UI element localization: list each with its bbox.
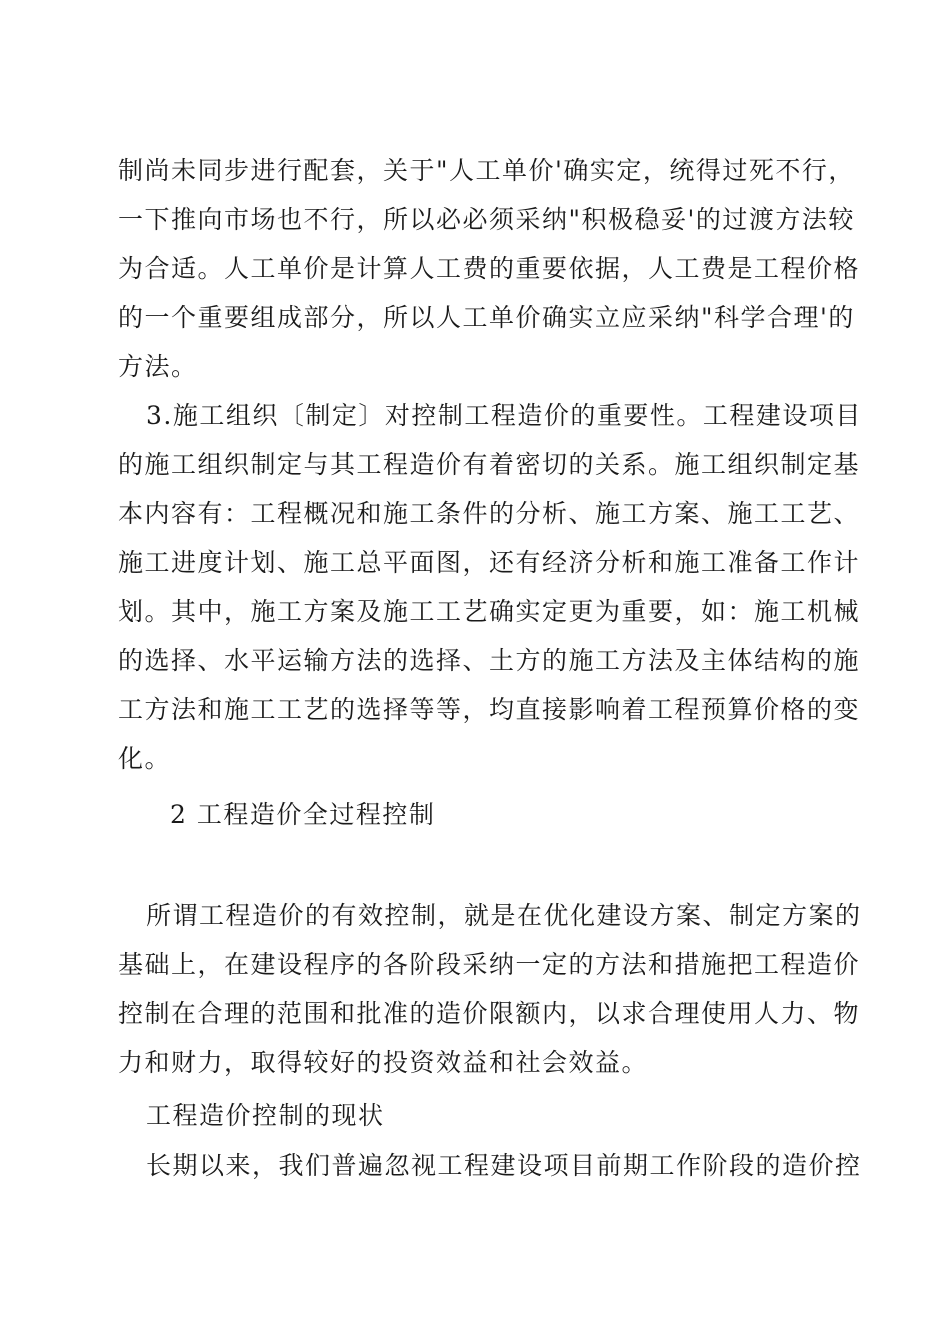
text-line: 化。: [118, 744, 172, 773]
text-line: 制尚未同步进行配套，关于"人工单价'确实定，统得过死不行，: [118, 156, 855, 185]
text-line: 一下推向市场也不行，所以必必须采纳"积极稳妥'的过渡方法较: [118, 205, 855, 234]
text-line: 的施工组织制定与其工程造价有着密切的关系。施工组织制定基: [118, 450, 861, 479]
text-line: 的一个重要组成部分，所以人工单价确实立应采纳"科学合理'的: [118, 303, 855, 332]
text-line: 方法。: [118, 352, 198, 381]
text-line: 本内容有：工程概况和施工条件的分析、施工方案、施工工艺、: [118, 499, 861, 528]
text-line: 所谓工程造价的有效控制，就是在优化建设方案、制定方案的: [146, 901, 862, 930]
section-heading: 2 工程造价全过程控制: [170, 800, 436, 829]
text-line: 力和财力，取得较好的投资效益和社会效益。: [118, 1048, 649, 1077]
text-line: 基础上，在建设程序的各阶段采纳一定的方法和措施把工程造价: [118, 950, 861, 979]
subsection-heading: 工程造价控制的现状: [146, 1101, 385, 1130]
text-line: 为合适。人工单价是计算人工费的重要依据，人工费是工程价格: [118, 254, 861, 283]
text-line: 的选择、水平运输方法的选择、土方的施工方法及主体结构的施: [118, 646, 861, 675]
text-line: 划。其中，施工方案及施工工艺确实定更为重要，如：施工机械: [118, 597, 861, 626]
text-line: 控制在合理的范围和批准的造价限额内，以求合理使用人力、物: [118, 999, 861, 1028]
text-line: 长期以来，我们普遍忽视工程建设项目前期工作阶段的造价控: [146, 1151, 862, 1180]
text-line: 3.施工组织〔制定〕对控制工程造价的重要性。工程建设项目: [146, 401, 862, 430]
text-line: 施工进度计划、施工总平面图，还有经济分析和施工准备工作计: [118, 548, 861, 577]
text-line: 工方法和施工工艺的选择等等，均直接影响着工程预算价格的变: [118, 695, 861, 724]
